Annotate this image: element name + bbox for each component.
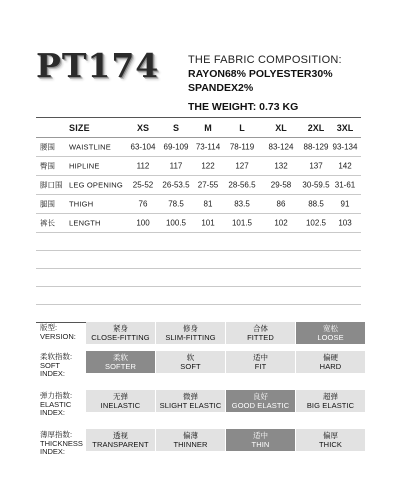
option-cn: 适中 xyxy=(253,431,268,440)
table-cell: 88.5 xyxy=(308,199,324,209)
option-cn: 柔软 xyxy=(113,353,128,362)
fabric-composition-line-1: RAYON68% POLYESTER30% xyxy=(188,68,333,80)
index-option-selected xyxy=(86,351,156,373)
size-header-s: S xyxy=(172,122,179,133)
table-cell: 31-61 xyxy=(334,180,356,190)
index-option xyxy=(296,429,366,451)
option-en: TRANSPARENT xyxy=(92,440,149,449)
row-label-en: LEG OPENING xyxy=(69,180,123,190)
index-option xyxy=(156,390,226,412)
table-cell: 127 xyxy=(235,161,249,171)
size-header-label: SIZE xyxy=(69,122,90,133)
table-cell: 25-52 xyxy=(132,180,154,190)
table-cell: 132 xyxy=(274,161,288,171)
index-label-cn: 柔软指数: xyxy=(40,352,73,361)
table-cell: 100 xyxy=(136,218,150,228)
index-options xyxy=(86,429,366,451)
row-label-cn: 腰围 xyxy=(40,142,55,152)
table-cell: 100.5 xyxy=(165,218,187,228)
option-en: BIG ELASTIC xyxy=(306,401,355,410)
index-options xyxy=(86,390,366,412)
index-option xyxy=(226,351,296,373)
index-option xyxy=(156,429,226,451)
fabric-composition-label: THE FABRIC COMPOSITION: xyxy=(188,54,342,66)
option-cn: 透视 xyxy=(113,431,128,440)
size-header-2xl: 2XL xyxy=(307,122,325,133)
table-cell: 63-104 xyxy=(130,142,156,152)
index-label-en: THICKNESS INDEX: xyxy=(40,438,83,456)
index-option xyxy=(86,390,156,412)
table-cell: 91 xyxy=(340,199,350,209)
option-cn: 宽松 xyxy=(323,324,338,333)
row-label-en: HIPLINE xyxy=(69,161,100,171)
index-label-en: SOFT INDEX: xyxy=(40,360,66,378)
row-label-en: WAISTLINE xyxy=(69,142,111,152)
option-en: FIT xyxy=(254,362,267,371)
product-code: PT174 xyxy=(36,46,160,85)
table-cell: 101.5 xyxy=(231,218,253,228)
table-cell: 102.5 xyxy=(305,218,327,228)
option-cn: 修身 xyxy=(183,324,198,333)
version-index-row xyxy=(36,322,366,346)
index-label-cn: 版型: xyxy=(40,323,58,332)
index-option-selected xyxy=(296,322,366,344)
index-label-cn: 弹力指数: xyxy=(40,391,73,400)
table-row xyxy=(36,176,361,195)
fabric-composition-line-2: SPANDEX2% xyxy=(188,82,254,94)
table-cell: 102 xyxy=(274,218,288,228)
option-en: LOOSE xyxy=(317,333,344,342)
option-en: SOFTER xyxy=(104,362,137,371)
option-en: FITTED xyxy=(247,333,274,342)
table-row xyxy=(36,138,361,157)
size-table xyxy=(36,117,361,323)
table-cell: 122 xyxy=(201,161,215,171)
row-label-cn: 裤长 xyxy=(40,218,55,228)
thickness-index-row xyxy=(36,429,366,463)
option-cn: 紧身 xyxy=(113,324,128,333)
option-en: THICK xyxy=(319,440,342,449)
index-options xyxy=(86,322,366,344)
table-cell: 83-124 xyxy=(268,142,294,152)
option-en: INELASTIC xyxy=(100,401,141,410)
table-cell: 86 xyxy=(276,199,286,209)
table-cell: 93-134 xyxy=(332,142,358,152)
table-cell: 88-129 xyxy=(303,142,329,152)
table-cell: 101 xyxy=(201,218,215,228)
table-cell: 142 xyxy=(338,161,352,171)
fabric-weight: THE WEIGHT: 0.73 KG xyxy=(188,101,299,113)
option-cn: 合体 xyxy=(253,324,268,333)
table-cell: 73-114 xyxy=(195,142,221,152)
index-option-selected xyxy=(226,429,296,451)
size-header-m: M xyxy=(204,122,212,133)
soft-index-row xyxy=(36,351,366,385)
option-en: SLIM-FITTING xyxy=(165,333,216,342)
table-row-empty xyxy=(36,305,361,323)
index-option xyxy=(156,351,226,373)
table-row xyxy=(36,195,361,214)
option-cn: 偏薄 xyxy=(183,431,198,440)
index-option-selected xyxy=(226,390,296,412)
table-cell: 69-109 xyxy=(163,142,189,152)
index-option xyxy=(86,429,156,451)
size-table-header xyxy=(36,117,361,138)
index-option xyxy=(86,322,156,344)
row-label-cn: 臀围 xyxy=(40,161,55,171)
table-cell: 28-56.5 xyxy=(228,180,256,190)
size-header-3xl: 3XL xyxy=(336,122,354,133)
option-en: GOOD ELASTIC xyxy=(231,401,290,410)
option-cn: 超弹 xyxy=(323,392,338,401)
table-row-empty xyxy=(36,233,361,251)
table-row-empty xyxy=(36,287,361,305)
index-label-en: VERSION: xyxy=(40,331,76,341)
table-row-empty xyxy=(36,269,361,287)
option-en: THINNER xyxy=(173,440,208,449)
row-label-en: THIGH xyxy=(69,199,94,209)
option-en: SLIGHT ELASTIC xyxy=(159,401,222,410)
option-cn: 适中 xyxy=(253,353,268,362)
fabric-index-section xyxy=(36,322,366,468)
row-label-en: LENGTH xyxy=(69,218,101,228)
index-label xyxy=(40,324,86,341)
option-cn: 微弹 xyxy=(183,392,198,401)
index-label xyxy=(40,353,86,379)
table-cell: 137 xyxy=(309,161,323,171)
table-cell: 103 xyxy=(338,218,352,228)
row-label-cn: 脚口围 xyxy=(40,180,63,190)
option-cn: 软 xyxy=(186,353,195,362)
option-en: THIN xyxy=(251,440,270,449)
index-option xyxy=(296,390,366,412)
table-cell: 83.5 xyxy=(234,199,250,209)
index-label-cn: 薄厚指数: xyxy=(40,430,73,439)
table-cell: 117 xyxy=(169,161,183,171)
table-cell: 112 xyxy=(136,161,150,171)
option-en: CLOSE-FITTING xyxy=(91,333,150,342)
index-label xyxy=(40,431,86,457)
option-en: SOFT xyxy=(180,362,201,371)
option-cn: 良好 xyxy=(253,392,268,401)
size-header-l: L xyxy=(239,122,245,133)
index-options xyxy=(86,351,366,373)
index-label-en: ELASTIC INDEX: xyxy=(40,399,72,417)
table-cell: 78-119 xyxy=(229,142,255,152)
index-option xyxy=(296,351,366,373)
index-option xyxy=(156,322,226,344)
table-cell: 81 xyxy=(203,199,213,209)
table-cell: 29-58 xyxy=(270,180,292,190)
table-cell: 78.5 xyxy=(168,199,184,209)
table-row-empty xyxy=(36,251,361,269)
index-option xyxy=(226,322,296,344)
table-row xyxy=(36,157,361,176)
option-en: HARD xyxy=(319,362,342,371)
row-label-cn: 腿围 xyxy=(40,199,55,209)
option-cn: 偏厚 xyxy=(323,431,338,440)
option-cn: 无弹 xyxy=(113,392,128,401)
elastic-index-row xyxy=(36,390,366,424)
table-cell: 26-53.5 xyxy=(162,180,190,190)
index-label xyxy=(40,392,86,418)
option-cn: 偏硬 xyxy=(323,353,338,362)
table-cell: 76 xyxy=(138,199,148,209)
product-header xyxy=(0,0,400,115)
table-row xyxy=(36,214,361,233)
table-cell: 27-55 xyxy=(197,180,219,190)
fabric-composition xyxy=(188,54,393,113)
table-cell: 30-59.5 xyxy=(302,180,330,190)
size-header-xs: XS xyxy=(136,122,149,133)
size-header-xl: XL xyxy=(275,122,287,133)
